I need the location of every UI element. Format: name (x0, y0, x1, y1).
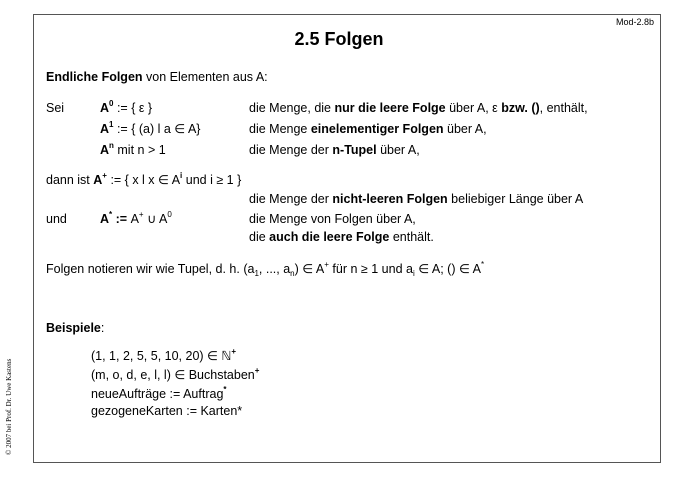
desc-a0: die Menge, die nur die leere Folge über A, ε bzw. (), enthält, (249, 101, 588, 115)
def-astar: A* := A+ ∪ $A^0$ (100, 210, 172, 226)
und-desc-2: die auch die leere Folge enthält. (249, 230, 434, 244)
dann-line: dann ist A+ := { x l x ∈ $A^i$ und i ≥ 1 } (46, 171, 242, 187)
notation-line: Folgen notieren wir wie Tupel, d. h. ($a_1$, ..., $a_n$) ∈ A+ für n ≥ 1 und $a_i$ ∈ A; () ∈ A* (46, 260, 485, 278)
def-a0: $A^0$ := { ε } (100, 99, 153, 115)
example-1: (1, 1, 2, 5, 5, 10, 20) ∈ ℕ+ (91, 347, 237, 363)
slide-id: Mod-2.8b (615, 17, 654, 27)
example-2: (m, o, d, e, l, l) ∈ Buchstaben+ (91, 366, 260, 382)
dann-desc: die Menge der nicht-leeren Folgen beliebiger Länge über A (249, 192, 584, 206)
def-an: $A^n$ mit n > 1 (100, 141, 166, 157)
def-a1: $A^1$ := { (a) l a ∈ A} (100, 120, 201, 136)
beispiele-heading: Beispiele: (46, 321, 105, 335)
und-label: und (46, 212, 67, 226)
example-3: neueAufträge := Auftrag* (91, 385, 227, 401)
desc-an: die Menge der n-Tupel über A, (249, 143, 420, 157)
copyright-note: © 2007 bei Prof. Dr. Uwe Kastens (5, 358, 13, 455)
intro-rest: von Elementen aus A: (142, 70, 268, 84)
page-title: 2.5 Folgen (294, 29, 384, 49)
intro-bold: Endliche Folgen (46, 70, 143, 84)
sei-label: Sei (46, 101, 65, 115)
example-4: gezogeneKarten := Karten* (91, 404, 243, 418)
desc-a1: die Menge einelementiger Folgen über A, (249, 122, 487, 136)
intro-line (46, 70, 268, 85)
und-desc-1: die Menge von Folgen über A, (249, 212, 416, 226)
